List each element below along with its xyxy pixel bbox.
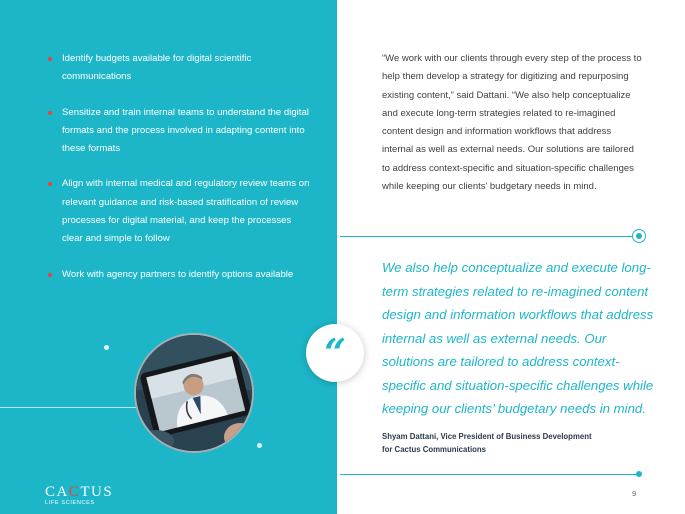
doctor-video-call-photo xyxy=(134,333,254,453)
bullet-item: Work with agency partners to identify options available xyxy=(48,266,310,284)
bullet-item: Sensitize and train internal teams to understand the digital formats and the process involved in adapting content into these formats xyxy=(48,104,310,159)
bullet-dot-icon xyxy=(48,273,52,277)
bullet-dot-icon xyxy=(48,57,52,61)
pull-quote: We also help conceptualize and execute long-term strategies related to re-imagined content design and information workflows that address internal as well as external needs. Our solutions are tailored to address context-specific and situation-specific challenges while keeping our clients’ budgetary needs in mind. xyxy=(382,260,654,416)
page-number: 9 xyxy=(632,489,637,498)
left-teal-panel xyxy=(0,0,337,514)
body-paragraph: “We work with our clients through every step of the process to help them develop a strategy for digitizing and repurposing existing content,” said Dattani. “We also help conceptualize and execute long-term strategies related to re-imagined content design and information workflows that address internal as well as external needs. Our solutions are tailored to address context-specific and situation-specific challenges while keeping our clients’ budgetary needs in mind. xyxy=(382,53,642,193)
bullet-list xyxy=(48,50,310,301)
decorative-dot xyxy=(104,345,109,350)
bottom-divider-line xyxy=(340,474,637,475)
bullet-item: Align with internal medical and regulatory review teams on relevant guidance and risk-based stratification of review processes for digital material, and keep the processes clear and simple to follow xyxy=(48,175,310,248)
divider-end-dot-icon xyxy=(636,471,642,477)
bullet-dot-icon xyxy=(48,182,52,186)
target-circle-icon xyxy=(632,229,646,243)
quote-attribution: Shyam Dattani, Vice President of Business Development for Cactus Communications xyxy=(382,432,592,454)
cactus-logo: CACTUS LIFE SCIENCES xyxy=(45,484,114,506)
bullet-dot-icon xyxy=(48,111,52,115)
doctor-tablet-icon xyxy=(136,335,254,453)
divider-line xyxy=(340,236,633,237)
decorative-dot xyxy=(257,443,262,448)
quote-mark-icon: “ xyxy=(306,324,364,382)
decorative-line xyxy=(0,407,140,408)
bullet-item: Identify budgets available for digital scientific communications xyxy=(48,50,310,87)
